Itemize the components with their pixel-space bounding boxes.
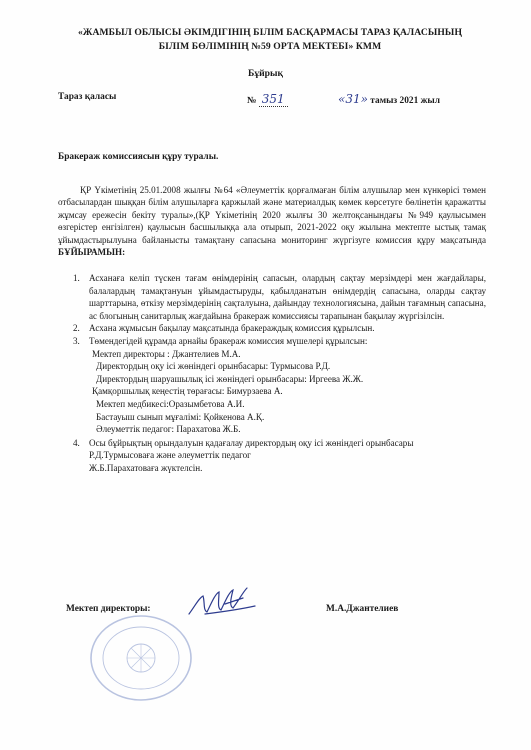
order-subject: Бракераж комиссиясын құру туралы. [58,152,219,162]
item-4-line-3: Ж.Б.Парахатоваға жүктелсін. [89,462,203,473]
order-date [338,92,440,106]
item-text: Асханаға келіп түскен тағам өнімдерінің сапасын, олардың сақтау мерзімдері мен жағдайлары, балалардың тамақтануын ұйымдастыруды, қабылданатын өнімдердің сапасына, оларды сақтау шарттарына, өткізу мерзімдерінің сақталуына, дайындау технологиясына, дайын тағамның сапасына, ас блогының санитарлық жағдайына бракераж комиссиясы тарапынан бақылау жүргізілсін. [89,273,486,321]
intro-text: ҚР Үкіметінің 25.01.2008 жылғы №64 «Әлеуметтік қорғалмаған білім алушылар мен күнкөрісі төмен отбасылардан шыққан білім алушыларға қаржылай және материалдық көмек көрсетуге бөлінетін қаражатты жұмсау ережесін бекіту туралы»,(ҚР Үкіметінің 2020 жылғы 30 желтоқсанындағы №949 қаулысымен өзгерістер енгізілген) қаулысын басшылыққа ала отырып, 2021-2022 оқу жылына мектепте ыстық тамақ ұйымдастырылуына байланысты тамақтану сапасына мониторинг жүргізуге комиссия құру мақсатында [58,185,486,245]
header-line-2: БІЛІМ БӨЛІМІНІҢ №59 ОРТА МЕКТЕБІ» КММ [158,41,382,52]
item-number: 2. [73,323,80,334]
school-header [40,26,500,54]
item-text: Асхана жұмысын бақылау мақсатында бракераждық комиссия құрылсын. [89,323,375,334]
order-item-4 [58,437,486,450]
item-text: Осы бұйрықтың орындалуын қадағалау директордың оқу ісі жөніндегі орынбасары [89,437,414,448]
intro-paragraph [58,184,486,258]
order-number-value: 351 [259,92,288,107]
order-city: Тараз қаласы [58,92,117,102]
member-nurse: Мектеп медбикесі:Оразымбетова А.И. [96,398,245,409]
order-items [58,272,486,475]
order-date-day: «31» [338,92,368,106]
order-number [247,92,288,106]
commission-members [58,348,486,436]
director-name: М.А.Джантелиев [326,604,399,614]
director-signature [185,584,260,626]
member-deputy-economic: Директордың шаруашылық ісі жөніндегі орынбасары: Иргеева Ж.Ж. [96,373,364,384]
header-line-1: «ЖАМБЫЛ ОБЛЫСЫ ӘКІМДІГІНІҢ БІЛІМ БАСҚАРМАСЫ ТАРАЗ ҚАЛАСЫНЫҢ [77,27,463,38]
director-label: Мектеп директоры: [66,604,151,614]
order-title: Бұйрық [247,68,284,79]
member-board-chair: Қамқоршылық кеңестің төрағасы: Бимурзаева А. [92,386,283,397]
order-item-2 [58,322,486,335]
item-number: 1. [73,273,80,283]
item-4-line-2: Р.Д.Турмысоваға және әлеуметтік педагог [89,450,251,461]
member-director: Мектеп директоры : Джантелиев М.А. [92,348,241,359]
intro-order-word: БҰЙЫРАМЫН: [58,247,126,258]
item-text: Төмендегідей құрамда арнайы бракераж комиссия мүшелері құрылсын: [89,335,368,346]
order-number-prefix: № [247,96,257,106]
item-number: 4. [73,437,80,448]
order-item-3 [58,335,486,348]
school-stamp [86,610,196,705]
order-item-1 [58,272,486,322]
member-primary-teacher: Бастауыш сынып мұғалімі: Қойкенова А.Қ. [96,411,265,422]
item-number: 3. [73,335,80,346]
member-deputy-education: Директордың оқу ісі жөніндегі орынбасары: Турмысова Р.Д. [96,361,331,372]
order-date-rest: тамыз 2021 жыл [367,96,440,106]
member-social-pedagogue: Әлеуметтік педагог: Парахатова Ж.Б. [96,424,241,435]
